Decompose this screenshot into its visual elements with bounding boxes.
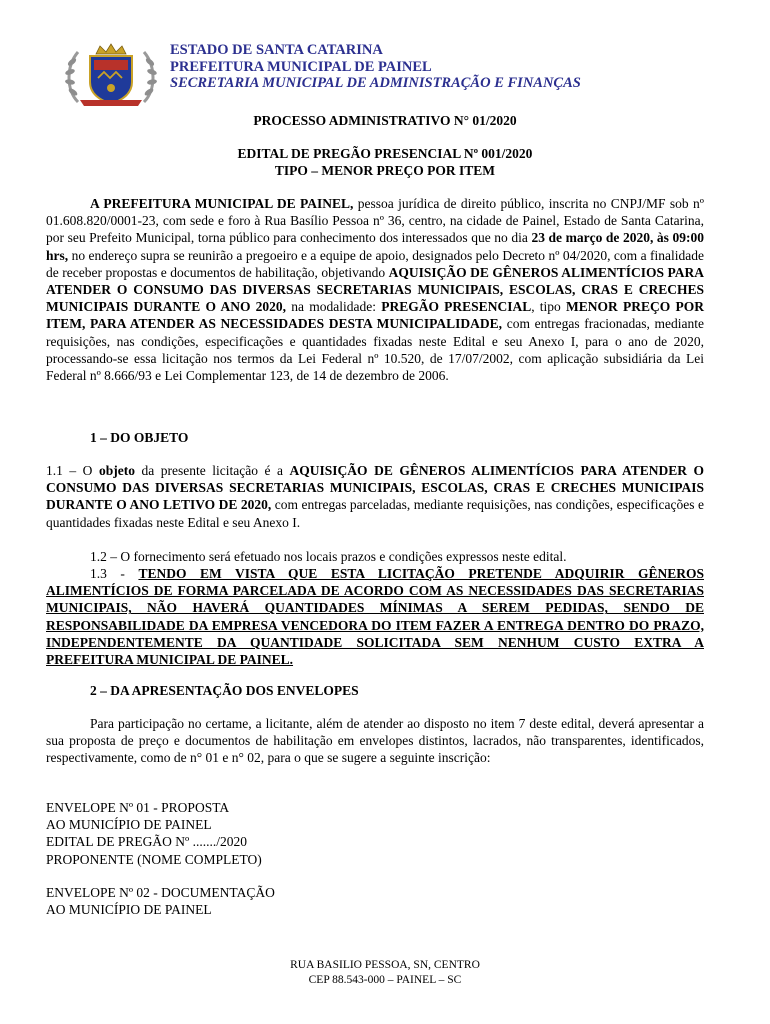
session-date: 23 de março de 2020, às 09:00 hrs, [46,230,704,263]
item-1-1-conditions: com entregas parceladas, mediante requisições, nas condições, especificações e quantidades fixadas neste Edital e seu Anexo I. [46,497,704,530]
intro-entity: A PREFEITURA MUNICIPAL DE PAINEL, [90,196,354,211]
item-1-1-object-word: objeto [98,463,135,478]
intro-paragraph [46,195,704,384]
envelope-2-block [46,884,275,918]
envelope-2-line: AO MUNICÍPIO DE PAINEL [46,902,212,918]
section-2-heading: 2 – DA APRESENTAÇÃO DOS ENVELOPES [90,683,359,698]
intro-text-5: com entregas fracionadas, mediante requisições, nas condições, especificações e quantidades fixadas neste Edital e seu Anexo I, para o ano de 2020, processando-se essa licitação nos termos da Lei Federal nº 10.520, de 17/07/2002, com aplicação subsidiária da Lei Federal nº 8.666/93 e Lei Complementar 123, de 14 de dezembro de 2006. [46,316,704,384]
item-1-1-text: da presente licitação é a [134,463,290,478]
envelope-1-line: ENVELOPE Nº 01 - PROPOSTA [46,800,230,815]
process-title: PROCESSO ADMINISTRATIVO N° 01/2020 [253,113,517,128]
envelope-1-line: PROPONENTE (NOME COMPLETO) [46,851,262,867]
item-1-3-number: 1.3 - [90,566,139,581]
edital-title: EDITAL DE PREGÃO PRESENCIAL Nº 001/2020 [237,146,533,161]
municipal-crest-icon [64,42,158,108]
item-1-3 [46,565,704,668]
prefecture-name: PREFEITURA MUNICIPAL DE PAINEL [170,58,432,75]
item-1-2 [46,548,704,565]
intro-text-4: , tipo [531,299,567,315]
intro-object: AQUISIÇÃO DE GÊNEROS ALIMENTÍCIOS PARA ATENDER O CONSUMO DAS DIVERSAS SECRETARIAS MUNICIPAIS, ESCOLAS, CRAS E CRECHES MUNICIPAIS DURANTE O ANO 2020, [46,264,704,315]
intro-text-3: na modalidade: [286,299,382,315]
envelope-1-line: EDITAL DE PREGÃO Nº ......./2020 [46,834,247,850]
item-1-1 [46,462,704,531]
item-1-3-text: TENDO EM VISTA QUE ESTA LICITAÇÃO PRETENDE ADQUIRIR GÊNEROS ALIMENTÍCIOS DE FORMA PARCELADA DE ACORDO COM AS NECESSIDADES DAS SECRETARIAS MUNICIPAIS, NÃO HAVERÁ QUANTIDADES MÍNIMAS A SEREM PEDIDAS, SENDO DE RESPONSABILIDADE DA EMPRESA VENCEDORA DO ITEM FAZER A ENTREGA DENTRO DO PRAZO, INDEPENDENTEMENTE DA QUANTIDADE SOLICITADA SEM NENHUM CUSTO EXTRA A PREFEITURA MUNICIPAL DE PAINEL. [46,566,705,668]
item-1-1-object: AQUISIÇÃO DE GÊNEROS ALIMENTÍCIOS PARA ATENDER O CONSUMO DAS DIVERSAS SECRETARIAS MUNICIPAIS, ESCOLAS, CRAS E CRECHES MUNICIPAIS DURANTE O ANO LETIVO DE 2020, [46,463,704,513]
modality: PREGÃO PRESENCIAL [381,299,532,315]
section-2-paragraph [46,715,704,767]
letterhead [64,38,744,108]
type-title: TIPO – MENOR PREÇO POR ITEM [274,163,496,178]
envelope-2-line: ENVELOPE Nº 02 - DOCUMENTAÇÃO [46,885,275,900]
section-2-text: Para participação no certame, a licitante, além de atender ao disposto no item 7 deste edital, deverá apresentar a sua proposta de preço e documentos de habilitação em envelopes distintos, lacrados, não transparentes, identificados, respectivamente, como de n° 01 e n° 02, para o que se sugere a seguinte inscrição: [46,716,704,766]
envelope-1-line: AO MUNICÍPIO DE PAINEL [46,817,212,833]
letterhead-text [170,42,581,92]
section-1-heading: 1 – DO OBJETO [90,430,189,445]
footer-cep: CEP 88.543-000 – PAINEL – SC [308,974,462,986]
footer-address: RUA BASILIO PESSOA, SN, CENTRO [290,959,480,971]
item-1-2-text: 1.2 – O fornecimento será efetuado nos locais prazos e condições expressos neste edital. [90,549,567,564]
envelope-1-block [46,799,262,868]
state-name: ESTADO DE SANTA CATARINA [170,42,383,58]
price-type: MENOR PREÇO POR ITEM, PARA ATENDER AS NECESSIDADES DESTA MUNICIPALIDADE, [46,299,704,332]
page-footer [0,958,770,988]
item-1-1-number: 1.1 – O [46,463,99,478]
secretariat-name: SECRETARIA MUNICIPAL DE ADMINISTRAÇÃO E FINANÇAS [170,75,581,91]
intro-text-1: pessoa jurídica de direito público, inscrita no CNPJ/MF sob nº 01.608.820/0001-23, com sede e foro à Rua Basílio Pessoa nº 36, centro, na cidade de Painel, Estado de Santa Catarina, por seu Prefeito Municipal, torna público para conhecimento dos interessados que no dia [46,196,704,246]
intro-text-2: no endereço supra se reunirão a pregoeiro e a equipe de apoio, designados pelo Decreto nº 04/2020, com a finalidade de receber propostas e documentos de habilitação, objetivando [46,247,704,280]
